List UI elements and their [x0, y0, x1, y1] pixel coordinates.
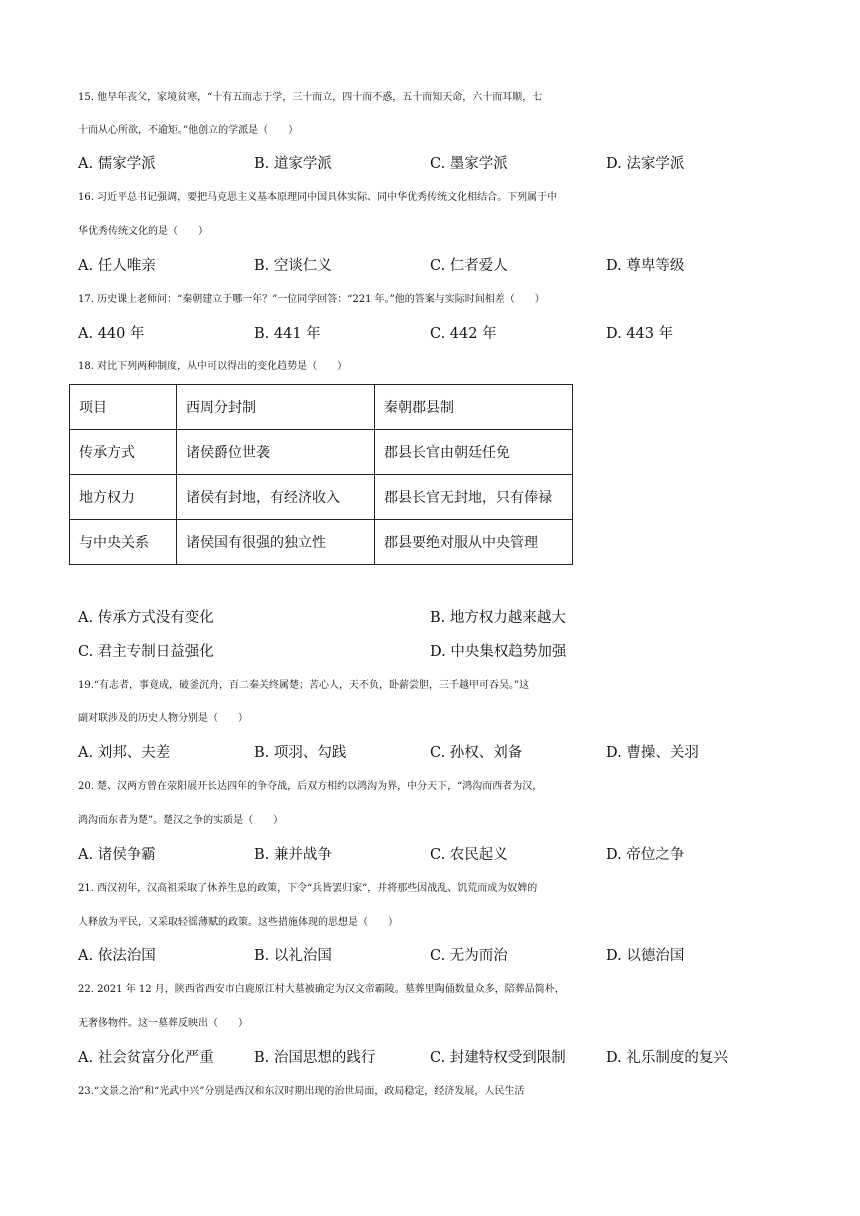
q23-stem-line1: 23.“文景之治”和“光武中兴”分别是西汉和东汉时期出现的治世局面，政局稳定，经济发展，人民生活 — [78, 1086, 525, 1097]
q21-option-c: C. 无为而治 — [430, 948, 508, 964]
q19-stem-line1: 19.“有志者，事竟成，破釜沉舟，百二秦关终属楚；苦心人，天不负，卧薪尝胆，三千越甲可吞吴。”这 — [78, 680, 530, 691]
q20-option-c: C. 农民起义 — [430, 847, 508, 863]
q20-option-d: D. 帝位之争 — [606, 847, 685, 863]
q21-option-a: A. 依法治国 — [78, 948, 156, 964]
q18-option-a: A. 传承方式没有变化 — [78, 610, 214, 626]
table-header-row — [70, 385, 573, 430]
q18-option-c: C. 君主专制日益强化 — [78, 644, 214, 660]
q22-option-b: B. 治国思想的践行 — [254, 1050, 376, 1066]
q19-option-a: A. 刘邦、夫差 — [78, 745, 171, 761]
q18-option-d: D. 中央集权趋势加强 — [430, 644, 567, 660]
table-cell: 与中央关系 — [70, 520, 177, 565]
q15-stem-line2: 十而从心所欲，不逾矩。”他创立的学派是（ ） — [78, 125, 299, 136]
q20-option-b: B. 兼并战争 — [254, 847, 332, 863]
q18-option-b: B. 地方权力越来越大 — [430, 610, 566, 626]
q21-stem-line1: 21. 西汉初年，汉高祖采取了休养生息的政策，下令“兵皆罢归家”，并将那些因战乱、饥荒而成为奴婢的 — [78, 883, 538, 894]
table-cell: 地方权力 — [70, 475, 177, 520]
table-row — [70, 475, 573, 520]
q17-stem-line1: 17. 历史课上老师问：“秦朝建立于哪一年？”一位同学回答：“221 年。”他的答案与实际时间相差（ ） — [78, 294, 545, 305]
q16-option-c: C. 仁者爱人 — [430, 258, 508, 274]
q20-option-a: A. 诸侯争霸 — [78, 847, 156, 863]
q16-stem-line1: 16. 习近平总书记强调，要把马克思主义基本原理同中国具体实际、同中华优秀传统文化相结合。下列属于中 — [78, 192, 558, 203]
table-header-cell: 秦朝郡县制 — [375, 385, 573, 430]
table-header-cell: 项目 — [70, 385, 177, 430]
q20-stem-line2: 鸿沟而东者为楚”。楚汉之争的实质是（ ） — [78, 815, 284, 826]
q21-option-b: B. 以礼治国 — [254, 948, 332, 964]
table-row — [70, 430, 573, 475]
table-header-cell: 西周分封制 — [177, 385, 375, 430]
q15-stem-line1: 15. 他早年丧父，家境贫寒，“十有五而志于学，三十而立，四十而不惑，五十而知天命，六十而耳顺，七 — [78, 92, 543, 103]
q18-stem-line1: 18. 对比下列两种制度，从中可以得出的变化趋势是（ ） — [78, 361, 348, 372]
q19-stem-line2: 副对联涉及的历史人物分别是（ ） — [78, 713, 248, 724]
q19-option-c: C. 孙权、刘备 — [430, 745, 523, 761]
q19-option-d: D. 曹操、关羽 — [606, 745, 699, 761]
q15-option-d: D. 法家学派 — [606, 156, 685, 172]
table-cell: 郡县要绝对服从中央管理 — [375, 520, 573, 565]
table-cell: 郡县长官无封地，只有俸禄 — [375, 475, 573, 520]
table-cell: 郡县长官由朝廷任免 — [375, 430, 573, 475]
q16-option-b: B. 空谈仁义 — [254, 258, 332, 274]
q22-stem-line1: 22. 2021 年 12 月，陕西省西安市白鹿原江村大墓被确定为汉文帝霸陵。墓葬里陶俑数量众多，陪葬品简朴， — [78, 984, 565, 995]
table-row — [70, 520, 573, 565]
q22-option-d: D. 礼乐制度的复兴 — [606, 1050, 728, 1066]
q21-option-d: D. 以德治国 — [606, 948, 685, 964]
table-cell: 传承方式 — [70, 430, 177, 475]
table-cell: 诸侯爵位世袭 — [177, 430, 375, 475]
q19-option-b: B. 项羽、勾践 — [254, 745, 347, 761]
q15-option-b: B. 道家学派 — [254, 156, 332, 172]
system-comparison-table — [69, 384, 573, 565]
q15-option-c: C. 墨家学派 — [430, 156, 508, 172]
q17-option-c: C. 442 年 — [430, 326, 497, 342]
table-cell: 诸侯有封地，有经济收入 — [177, 475, 375, 520]
q17-option-d: D. 443 年 — [606, 326, 674, 342]
q21-stem-line2: 人释放为平民，又采取轻徭薄赋的政策。这些措施体现的思想是（ ） — [78, 917, 398, 928]
q16-option-d: D. 尊卑等级 — [606, 258, 685, 274]
q16-stem-line2: 华优秀传统文化的是（ ） — [78, 226, 208, 237]
q15-option-a: A. 儒家学派 — [78, 156, 156, 172]
q22-option-c: C. 封建特权受到限制 — [430, 1050, 566, 1066]
table-cell: 诸侯国有很强的独立性 — [177, 520, 375, 565]
q16-option-a: A. 任人唯亲 — [78, 258, 156, 274]
q17-option-b: B. 441 年 — [254, 326, 321, 342]
q17-option-a: A. 440 年 — [78, 326, 145, 342]
q20-stem-line1: 20. 楚、汉两方曾在荥阳展开长达四年的争夺战，后双方相约以鸿沟为界，中分天下，“鸿沟而西者为汉， — [78, 781, 543, 792]
q22-option-a: A. 社会贫富分化严重 — [78, 1050, 214, 1066]
q22-stem-line2: 无奢侈物件。这一墓葬反映出（ ） — [78, 1018, 248, 1029]
